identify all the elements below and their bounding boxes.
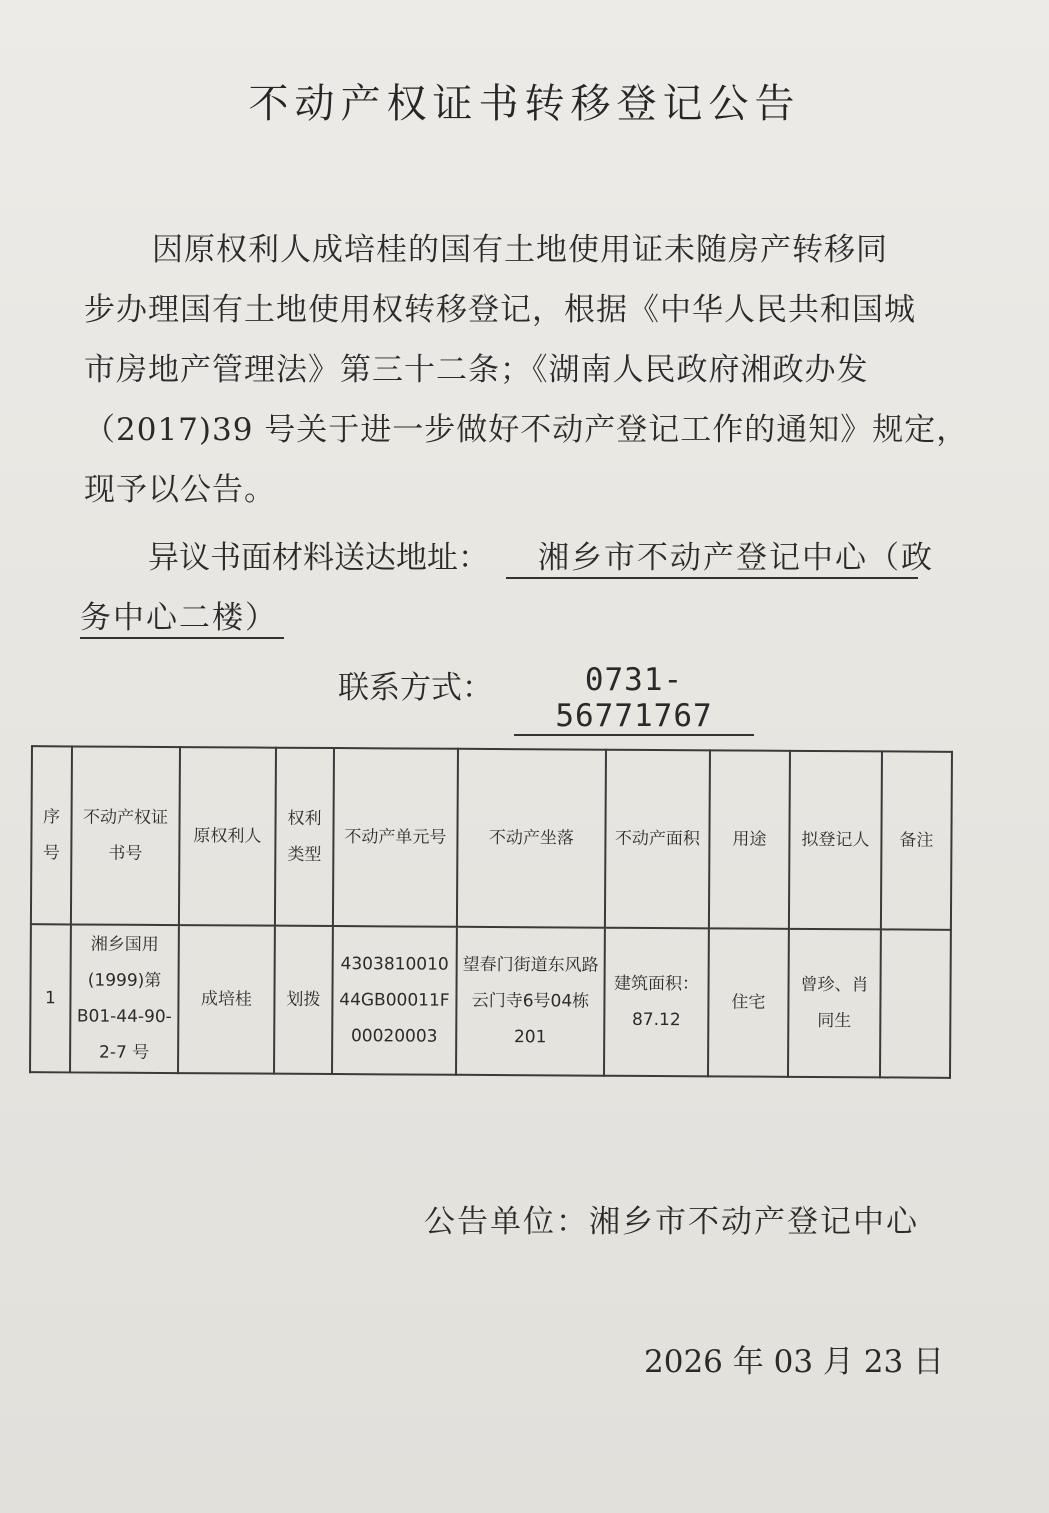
- contact-phone: 0731-56771767: [514, 662, 754, 736]
- cell-location: 望春门街道东风路云门寺6号04栋201: [456, 927, 605, 1076]
- paragraph-line: 市房地产管理法》第三十二条；《湖南人民政府湘政办发: [84, 352, 869, 388]
- cell-unit-no: 430381001044GB00011F00020003: [332, 926, 457, 1075]
- table-row: [30, 924, 951, 1078]
- header-cell-area: 不动产面积: [605, 750, 710, 929]
- header-cell-right-type: 权利类型: [275, 748, 334, 926]
- header-cell-index: 序号: [31, 746, 72, 924]
- paragraph-line: （2017)39 号关于进一步做好不动产登记工作的通知》规定，: [84, 412, 969, 448]
- notice-paragraph: [84, 220, 969, 520]
- paragraph-line: 步办理国有土地使用权转移登记，根据《中华人民共和国城: [84, 292, 916, 328]
- cell-right-type: 划拨: [274, 926, 333, 1074]
- paragraph-line: 因原权利人成培桂的国有土地使用证未随房产转移同: [152, 232, 888, 268]
- contact-label: 联系方式：: [338, 670, 493, 706]
- cell-original-owner: 成培桂: [178, 925, 275, 1074]
- header-cell-unit-no: 不动产单元号: [333, 748, 458, 927]
- cell-registrant: 曾珍、肖同生: [788, 929, 881, 1078]
- header-cell-cert-no: 不动产权证书号: [71, 746, 180, 925]
- issuing-unit: 公告单位：湘乡市不动产登记中心: [424, 1204, 919, 1240]
- header-cell-remarks: 备注: [881, 751, 952, 929]
- header-cell-registrant: 拟登记人: [789, 751, 882, 930]
- registration-table: [29, 745, 953, 1079]
- cell-usage: 住宅: [708, 928, 789, 1076]
- header-cell-usage: 用途: [709, 750, 790, 928]
- header-cell-original-owner: 原权利人: [179, 747, 276, 926]
- cell-index: 1: [30, 924, 71, 1072]
- cell-area: 建筑面积：87.12: [604, 928, 709, 1077]
- cell-cert-no: 湘乡国用(1999)第B01-44-90-2-7 号: [70, 924, 179, 1073]
- address-label: 异议书面材料送达地址：: [148, 540, 489, 576]
- paragraph-line: 现予以公告。: [84, 472, 276, 508]
- table-header-row: [31, 746, 952, 930]
- issue-date: 2026 年 03 月 23 日: [644, 1344, 945, 1380]
- address-value-continued: 务中心二楼）: [80, 592, 284, 639]
- cell-remarks: [880, 929, 951, 1077]
- address-value: 湘乡市不动产登记中心（政: [506, 532, 918, 579]
- header-cell-location: 不动产坐落: [457, 749, 606, 928]
- notice-title: 不动产权证书转移登记公告: [248, 81, 801, 127]
